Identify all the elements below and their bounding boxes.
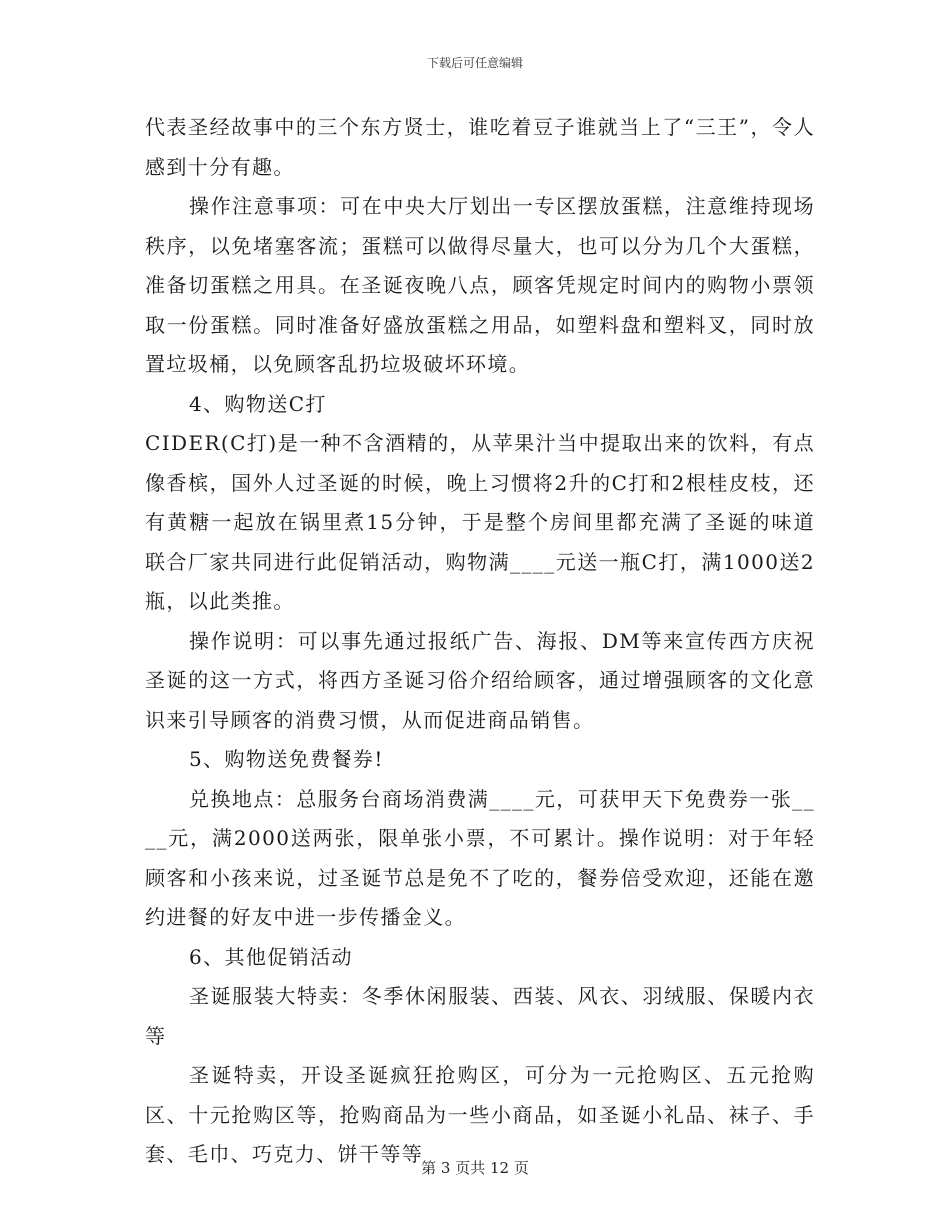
- page-header: 下载后可任意编辑: [426, 56, 523, 70]
- paragraph-cider: CIDER(C打)是一种不含酒精的，从苹果汁当中提取出来的饮料，有点像香槟，国外人过圣诞的时候，晚上习惯将2升的C打和2根桂皮枝，还有黄糖一起放在锅里煮15分钟，于是整个房间里都充满了圣诞的味道联合厂家共同进行此促销活动，购物满____元送一瓶C打，满1000送2瓶，以此类推。: [145, 431, 815, 613]
- page-footer: 第 3 页共 12 页: [421, 1159, 529, 1177]
- paragraph-clothing-sale: 圣诞服装大特卖：冬季休闲服装、西装、风衣、羽绒服、保暖内衣等: [145, 984, 815, 1048]
- paragraph-operation-instructions: 操作说明：可以事先通过报纸广告、海报、DM等来宣传西方庆祝圣诞的这一方式，将西方圣诞习俗介绍给顾客，通过增强顾客的文化意识来引导顾客的消费习惯，从而促进商品销售。: [145, 628, 815, 732]
- section-heading-4: 4、购物送C打: [189, 391, 327, 416]
- document-body: [145, 108, 815, 1175]
- paragraph-special-sale: 圣诞特卖，开设圣诞疯狂抢购区，可分为一元抢购区、五元抢购区、十元抢购区等，抢购商品为一些小商品，如圣诞小礼品、袜子、手套、毛巾、巧克力、饼干等等: [145, 1063, 815, 1166]
- section-heading-6: 6、其他促销活动: [189, 944, 353, 969]
- paragraph-redemption: 兑换地点：总服务台商场消费满____元，可获甲天下免费券一张____元，满2000送两张，限单张小票，不可累计。操作说明：对于年轻顾客和小孩来说，过圣诞节总是免不了吃的，餐券倍受欢迎，还能在邀约进餐的好友中进一步传播金义。: [145, 786, 815, 929]
- paragraph-operation-notes: 操作注意事项：可在中央大厅划出一专区摆放蛋糕，注意维持现场秩序，以免堵塞客流；蛋糕可以做得尽量大，也可以分为几个大蛋糕，准备切蛋糕之用具。在圣诞夜晚八点，顾客凭规定时间内的购物小票领取一份蛋糕。同时准备好盛放蛋糕之用品，如塑料盘和塑料叉，同时放置垃圾桶，以免顾客乱扔垃圾破坏环境。: [145, 194, 815, 376]
- paragraph-continuation: 代表圣经故事中的三个东方贤士，谁吃着豆子谁就当上了“三王”，令人感到十分有趣。: [145, 115, 815, 179]
- section-heading-5: 5、购物送免费餐券!: [189, 747, 384, 771]
